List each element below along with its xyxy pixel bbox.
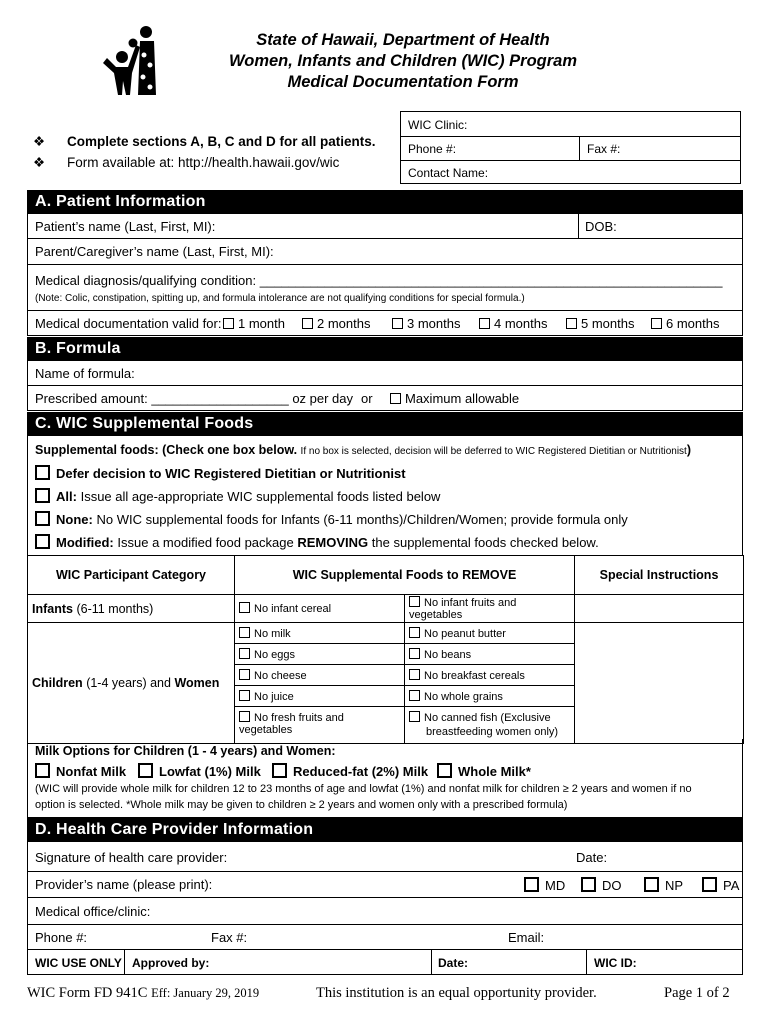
checkbox-icon[interactable]: [35, 763, 50, 778]
checkbox-icon[interactable]: [566, 318, 577, 329]
signature-label: Signature of health care provider:: [35, 850, 228, 865]
food-option[interactable]: No beans: [405, 644, 575, 665]
checkbox-icon[interactable]: [239, 627, 250, 638]
credential-option[interactable]: DO: [581, 877, 622, 893]
checkbox-icon[interactable]: [35, 534, 50, 549]
special-instructions-children[interactable]: [575, 623, 744, 744]
credential-option[interactable]: PA: [702, 877, 739, 893]
checkbox-icon[interactable]: [35, 511, 50, 526]
parent-name-row[interactable]: [27, 239, 743, 265]
provider-fax-label: Fax #:: [211, 930, 248, 945]
checkbox-icon[interactable]: [392, 318, 403, 329]
provider-name-row: [27, 872, 743, 898]
contact-row[interactable]: [27, 925, 743, 950]
wic-clinic-label: WIC Clinic:: [408, 118, 468, 132]
option-all[interactable]: All: Issue all age-appropriate WIC supplemental foods listed below: [35, 488, 440, 504]
milk-note-line2: option is selected. *Whole milk may be given to children ≥ 2 years and women only with a prescribed formula): [35, 799, 568, 811]
office-row[interactable]: [27, 898, 743, 925]
milk-option[interactable]: Whole Milk*: [437, 763, 531, 779]
checkbox-icon[interactable]: [409, 669, 420, 680]
checkbox-icon[interactable]: [651, 318, 662, 329]
option-modified[interactable]: Modified: Issue a modified food package REMOVING the supplemental foods checked below.: [35, 534, 599, 550]
milk-option[interactable]: Lowfat (1%) Milk: [138, 763, 261, 779]
office-label: Medical office/clinic:: [35, 904, 151, 919]
formula-name-row[interactable]: [27, 361, 743, 386]
food-option[interactable]: No milk: [235, 623, 405, 644]
checkbox-icon[interactable]: [138, 763, 153, 778]
checkbox-icon[interactable]: [272, 763, 287, 778]
food-option[interactable]: No peanut butter: [405, 623, 575, 644]
footer-form-number: WIC Form FD 941C Eff: January 29, 2019: [27, 985, 260, 1001]
checkbox-icon[interactable]: [409, 711, 420, 722]
parent-name-label: Parent/Caregiver’s name (Last, First, MI):: [35, 244, 274, 259]
food-option[interactable]: No cheese: [235, 665, 405, 686]
duration-option[interactable]: 4 months: [479, 316, 547, 331]
checkbox-icon[interactable]: [702, 877, 717, 892]
supp-foods-note: If no box is selected, decision will be deferred to WIC Registered Dietitian or Nutritionist: [300, 446, 687, 457]
duration-option[interactable]: 3 months: [392, 316, 460, 331]
formula-name-label: Name of formula:: [35, 366, 135, 381]
foods-table: [27, 555, 744, 744]
checkbox-icon[interactable]: [479, 318, 490, 329]
duration-option[interactable]: 5 months: [566, 316, 634, 331]
checkbox-icon[interactable]: [302, 318, 313, 329]
food-option[interactable]: No whole grains: [405, 686, 575, 707]
clinic-contact-label: Contact Name:: [408, 166, 489, 180]
approved-by-label: Approved by:: [132, 956, 210, 970]
children-women-category: Children (1-4 years) and Women: [28, 623, 235, 744]
wic-use-row: [27, 950, 743, 975]
or-label: or: [361, 391, 373, 406]
checkbox-icon[interactable]: [35, 488, 50, 503]
checkbox-icon[interactable]: [409, 648, 420, 659]
checkbox-icon[interactable]: [409, 627, 420, 638]
provider-name-label[interactable]: Provider’s name (please print):: [35, 877, 213, 892]
food-option[interactable]: No infant cereal: [235, 595, 405, 623]
section-a-header: A. Patient Information: [27, 190, 743, 214]
clinic-phone-label: Phone #:: [408, 142, 457, 156]
infants-category: Infants (6-11 months): [28, 595, 235, 623]
diagnosis-note: (Note: Colic, constipation, spitting up, and formula intolerance are not qualifying conditions for special formula.): [35, 293, 525, 304]
provider-email-label: Email:: [508, 930, 545, 945]
credential-option[interactable]: NP: [644, 877, 683, 893]
diagnosis-row[interactable]: [27, 265, 743, 311]
food-option[interactable]: No breakfast cereals: [405, 665, 575, 686]
checkbox-icon[interactable]: [644, 877, 659, 892]
milk-options-title: Milk Options for Children (1 - 4 years) and Women:: [35, 744, 336, 758]
section-b-header: B. Formula: [27, 337, 743, 361]
food-option[interactable]: No juice: [235, 686, 405, 707]
diamond-bullet-icon: ❖: [33, 134, 46, 149]
milk-options: [27, 739, 743, 818]
header-title-line1: State of Hawaii, Department of Health: [256, 31, 550, 49]
header-title-line3: Medical Documentation Form: [287, 73, 519, 91]
valid-for-label: Medical documentation valid for:: [35, 316, 222, 331]
max-allowable-option[interactable]: Maximum allowable: [390, 391, 519, 406]
diagnosis-label: Medical diagnosis/qualifying condition: ________________________________________________________________: [35, 273, 723, 288]
supplemental-options: Supplemental foods: (Check one box below. If no box is selected, decision will be deferred to WIC Registered Dietitian or Nutritionist) Defer decision to WIC Registered Dietitian or Nutritionist All: Issue all age-appropriate WIC supplemental foods listed below None: No WIC supplemental foods for Infants (6-11 months)/Children/Women; provide formula only Modified: Issue a modified food package REMOVING the supplemental foods checked below.: [27, 436, 743, 555]
header-title-line2: Women, Infants and Children (WIC) Program: [228, 52, 578, 70]
milk-option[interactable]: Reduced-fat (2%) Milk: [272, 763, 428, 779]
checkbox-icon[interactable]: [223, 318, 234, 329]
dob-label: DOB:: [585, 219, 617, 234]
duration-option[interactable]: 1 month: [223, 316, 285, 331]
col-participant-category: WIC Participant Category: [28, 556, 235, 595]
intro-bullet-1: Complete sections A, B, C and D for all patients.: [67, 134, 376, 149]
signature-row[interactable]: [27, 842, 743, 872]
intro-bullet-2: Form available at: http://health.hawaii.gov/wic: [67, 155, 340, 170]
checkbox-icon[interactable]: [437, 763, 452, 778]
clinic-box: [400, 111, 741, 184]
checkbox-icon[interactable]: [239, 648, 250, 659]
wic-id-label: WIC ID:: [594, 956, 637, 970]
food-option[interactable]: No infant fruits and vegetables: [405, 595, 575, 623]
valid-for-row: [27, 311, 743, 336]
duration-option[interactable]: 2 months: [302, 316, 370, 331]
patient-name-label: Patient’s name (Last, First, MI):: [35, 219, 216, 234]
checkbox-icon[interactable]: [581, 877, 596, 892]
checkbox-icon[interactable]: [409, 690, 420, 701]
checkbox-icon[interactable]: [524, 877, 539, 892]
col-special-instructions: Special Instructions: [575, 556, 744, 595]
signature-date-label: Date:: [576, 850, 608, 865]
food-option[interactable]: No fresh fruits and vegetables: [235, 707, 405, 744]
option-none[interactable]: None: No WIC supplemental foods for Infants (6-11 months)/Children/Women; provide formula only: [35, 511, 628, 527]
footer-page-number: Page 1 of 2: [664, 985, 730, 1001]
checkbox-icon[interactable]: [239, 602, 250, 613]
milk-note-line1: (WIC will provide whole milk for children 12 to 23 months of age and lowfat (1%) and nonfat milk for children ≥ 2 years and women if no: [35, 783, 692, 795]
clinic-fax-label: Fax #:: [587, 142, 621, 156]
prescribed-row: [27, 386, 743, 411]
checkbox-icon[interactable]: [35, 465, 50, 480]
checkbox-icon[interactable]: [409, 596, 420, 607]
credential-option[interactable]: MD: [524, 877, 565, 893]
checkbox-icon[interactable]: [390, 393, 401, 404]
special-instructions-infants[interactable]: [575, 595, 744, 623]
milk-option[interactable]: Nonfat Milk: [35, 763, 126, 779]
wic-use-only-label: WIC USE ONLY: [35, 956, 122, 970]
section-d-header: D. Health Care Provider Information: [27, 818, 743, 842]
section-c-header: C. WIC Supplemental Foods: [27, 412, 743, 436]
footer-equal-opportunity: This institution is an equal opportunity provider.: [316, 985, 597, 1001]
patient-name-row[interactable]: [27, 214, 743, 239]
checkbox-icon[interactable]: [239, 690, 250, 701]
checkbox-icon[interactable]: [239, 711, 250, 722]
provider-phone-label: Phone #:: [35, 930, 88, 945]
option-defer[interactable]: Defer decision to WIC Registered Dietitian or Nutritionist: [35, 465, 406, 481]
diamond-bullet-icon: ❖: [33, 155, 46, 170]
duration-option[interactable]: 6 months: [651, 316, 719, 331]
prescribed-amount-label[interactable]: Prescribed amount: ___________________ oz per day: [35, 391, 354, 406]
col-foods-to-remove: WIC Supplemental Foods to REMOVE: [235, 556, 575, 595]
food-option[interactable]: No eggs: [235, 644, 405, 665]
food-option[interactable]: No canned fish (Exclusive breastfeeding women only): [405, 707, 575, 744]
wic-date-label: Date:: [438, 956, 469, 970]
supp-foods-label: Supplemental foods: (Check one box below.: [35, 443, 298, 457]
checkbox-icon[interactable]: [239, 669, 250, 680]
